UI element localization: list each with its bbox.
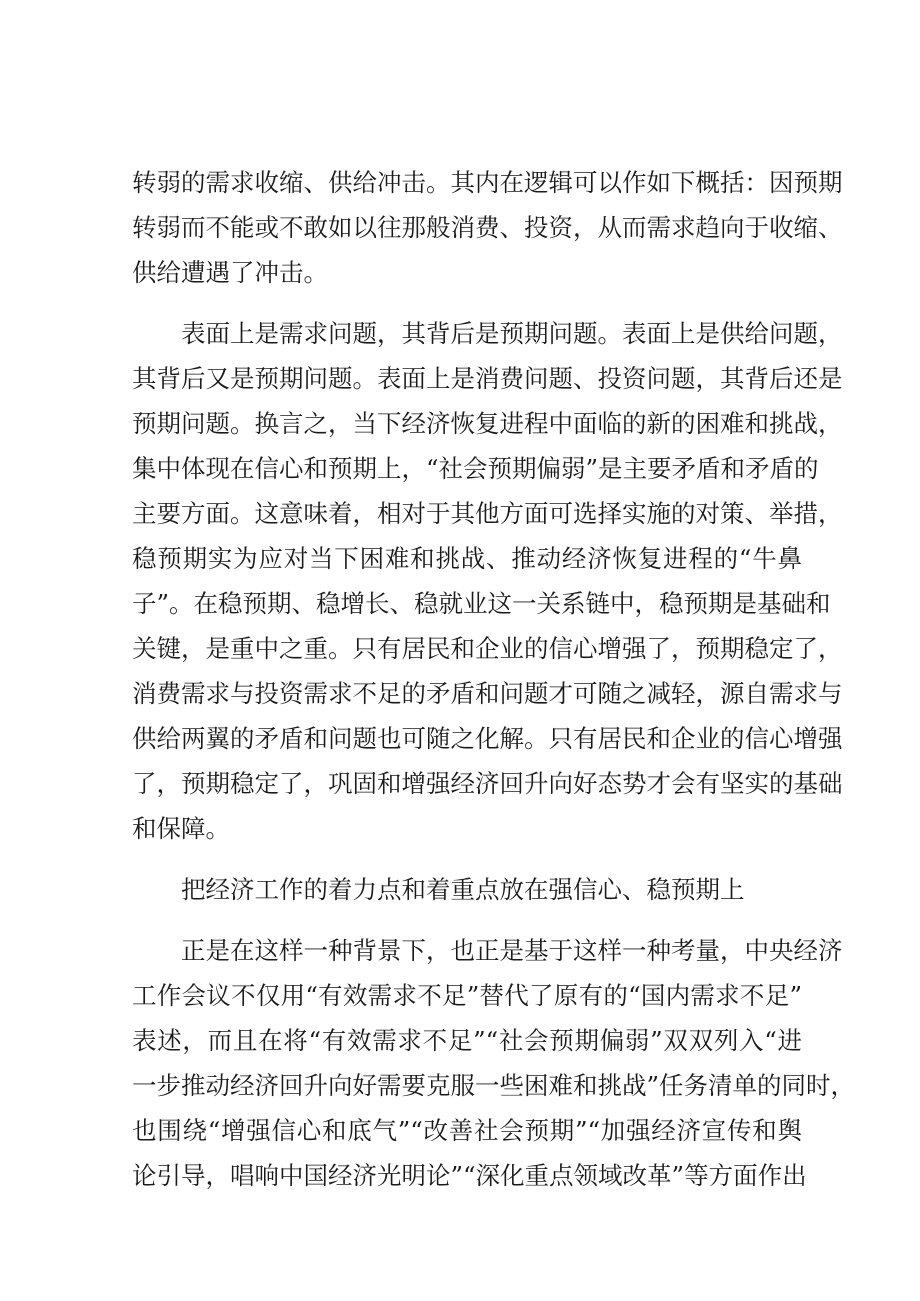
text-line: 预期问题。换言之，当下经济恢复进程中面临的新的困难和挑战， — [132, 409, 843, 438]
document-body — [132, 160, 856, 1214]
text-line: 主要方面。这意味着，相对于其他方面可选择实施的对策、举措， — [132, 499, 843, 528]
text-line: 和保障。 — [132, 814, 230, 843]
paragraph-1 — [132, 160, 843, 295]
section-heading — [132, 867, 802, 912]
text-line: 其背后又是预期问题。表面上是消费问题、投资问题，其背后还是 — [132, 364, 843, 393]
paragraph-4 — [132, 928, 856, 1198]
text-line: 子”。在稳预期、稳增长、稳就业这一关系链中，稳预期是基础和 — [132, 589, 831, 618]
text-line: 稳预期实为应对当下困难和挑战、推动经济恢复进程的“牛鼻 — [132, 544, 802, 573]
text-line: 集中体现在信心和预期上，“社会预期偏弱”是主要矛盾和矛盾的 — [132, 454, 819, 483]
text-line: 供给遭遇了冲击。 — [132, 258, 328, 287]
text-line: 论引导，唱响中国经济光明论”“深化重点领域改革”等方面作出 — [132, 1161, 807, 1190]
text-line: 表述，而且在将“有效需求不足”“社会预期偏弱”双双列入“进 — [132, 1026, 802, 1055]
text-line: 正是在这样一种背景下，也正是基于这样一种考量，中央经济 — [181, 936, 843, 965]
text-line: 消费需求与投资需求不足的矛盾和问题才可随之减轻，源自需求与 — [132, 679, 843, 708]
text-line: 转弱而不能或不敢如以往那般消费、投资，从而需求趋向于收缩、 — [132, 213, 843, 242]
text-line: 工作会议不仅用“有效需求不足”替代了原有的“国内需求不足” — [132, 981, 802, 1010]
section-heading-text: 把经济工作的着力点和着重点放在强信心、稳预期上 — [181, 875, 745, 904]
paragraph-2 — [132, 311, 843, 851]
text-line: 也围绕“增强信心和底气”“改善社会预期”“加强经济宣传和舆 — [132, 1116, 802, 1145]
text-line: 关键，是重中之重。只有居民和企业的信心增强了，预期稳定了， — [132, 634, 843, 663]
text-line: 一步推动经济回升向好需要克服一些困难和挑战”任务清单的同时， — [132, 1071, 856, 1100]
text-line: 转弱的需求收缩、供给冲击。其内在逻辑可以作如下概括：因预期 — [132, 168, 843, 197]
text-line: 表面上是需求问题，其背后是预期问题。表面上是供给问题， — [181, 319, 843, 348]
text-line: 供给两翼的矛盾和问题也可随之化解。只有居民和企业的信心增强 — [132, 724, 843, 753]
text-line: 了，预期稳定了，巩固和增强经济回升向好态势才会有坚实的基础 — [132, 769, 843, 798]
